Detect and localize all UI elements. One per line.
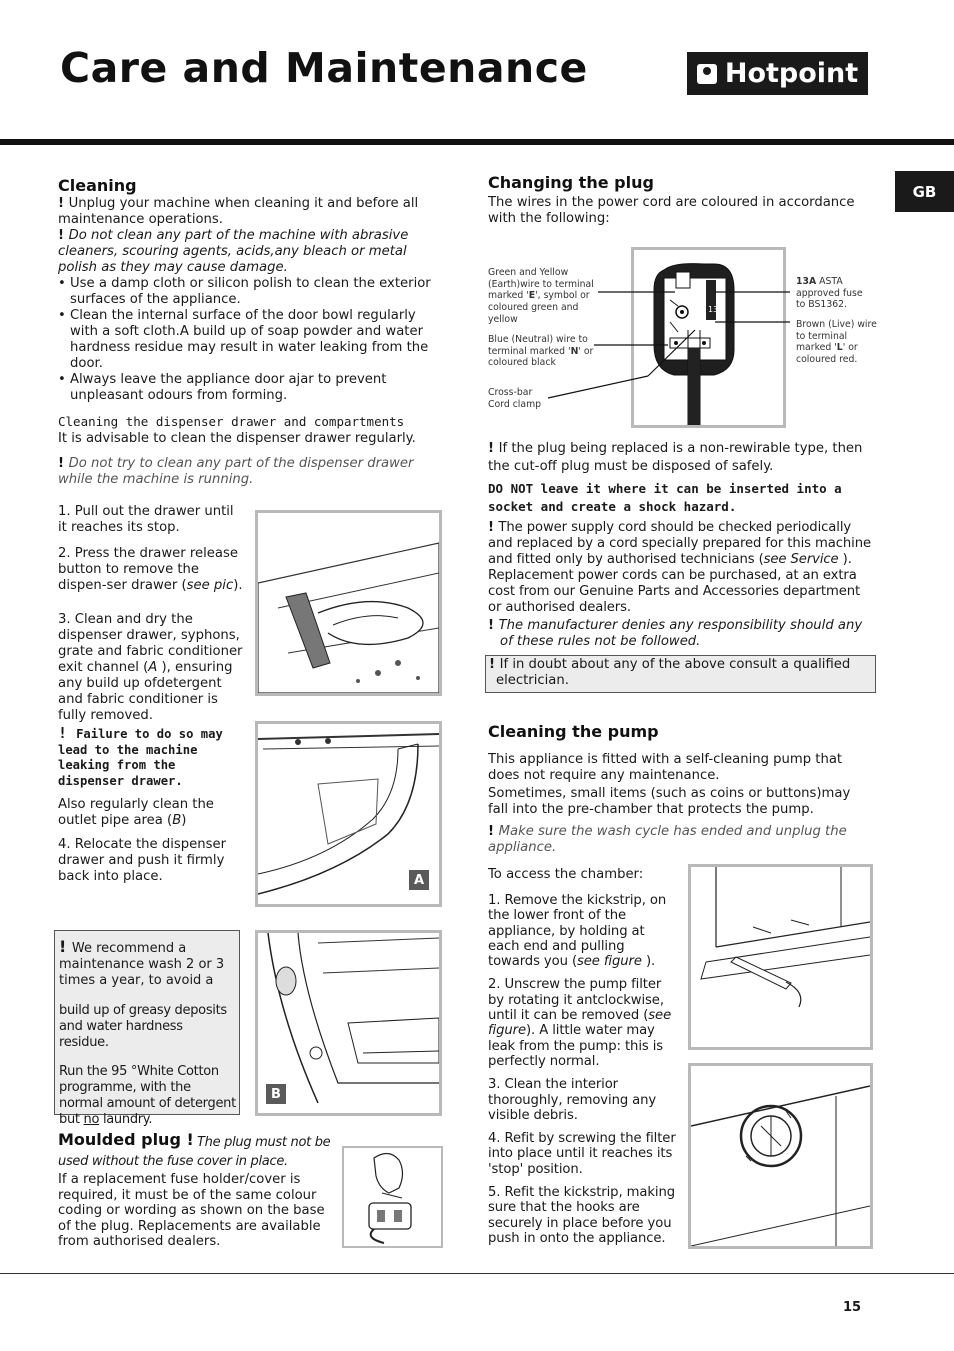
pump-intro: This appliance is fitted with a self-cleaning pump that does not require any maintenance. [488, 752, 843, 783]
pump-step-1: 1. Remove the kickstrip, on the lower front of the appliance, by holding at each end and pulling towards you (see figure ). [488, 893, 667, 970]
pump-intro-2: Sometimes, small items (such as coins or buttons)may fall into the pre-chamber that protects the pump. [488, 786, 851, 817]
pump-step-2: 2. Unscrew the pump filter by rotating it antclockwise, until it can be removed (see figure). A little water may leak from the pump: this is perfectly normal. [488, 977, 672, 1069]
changing-plug-intro: The wires in the power cord are coloured in accordance with the following: [488, 195, 855, 226]
pump-warning: ! Make sure the wash cycle has ended and unplug the appliance. [488, 824, 847, 855]
changing-plug-heading: Changing the plug [488, 173, 654, 192]
pump-step-5: 5. Refit the kickstrip, making sure that the hooks are securely in place before you push in onto the appliance. [488, 1185, 675, 1246]
pump-step-4: 4. Refit by screwing the filter into place until it reaches its 'stop' position. [488, 1131, 676, 1177]
kickstrip-illustration [691, 867, 870, 1047]
list-item: • Clean the internal surface of the door bowl regularly with a soft cloth.A build up of soap powder and water hardness residue may result in water leaking from the door. [58, 308, 429, 371]
pump-step-3: 3. Clean the interior thoroughly, removing any visible debris. [488, 1077, 657, 1123]
kickstrip-figure [688, 864, 873, 1050]
note-line-1: ! We recommend a maintenance wash 2 or 3 times a year, to avoid a [59, 937, 225, 988]
drawer-step-2: 2. Press the drawer release button to remove the dispen-ser drawer (see pic). [58, 546, 243, 593]
pump-filter-illustration [691, 1066, 870, 1246]
drawer-step-3: 3. Clean and dry the dispenser drawer, syphons, grate and fabric conditioner exit channel (A ), ensuring any build up ofdetergent and fabric conditioner is fully removed. [58, 612, 243, 723]
figure-label-a: A [409, 870, 429, 890]
drawer-heading: Cleaning the dispenser drawer and compartments [58, 414, 405, 429]
drawer-step-1: 1. Pull out the drawer until it reaches its stop. [58, 504, 234, 535]
moulded-plug-warning: The plug must not be used without the fuse cover in place. [58, 1135, 331, 1169]
page-number: 15 [843, 1300, 862, 1315]
figure-label-b: B [266, 1084, 286, 1104]
drawer-step-4: 4. Relocate the dispenser drawer and push it firmly back into place. [58, 837, 226, 884]
drawer-warning: ! Do not try to clean any part of the dispenser drawer while the machine is running. [58, 456, 414, 487]
cleaning-heading: Cleaning [58, 176, 137, 195]
pump-heading: Cleaning the pump [488, 722, 659, 741]
pump-filter-figure [688, 1063, 873, 1249]
pump-access: To access the chamber: [488, 867, 644, 882]
moulded-plug-text: If a replacement fuse holder/cover is required, it must be of the same colour coding or wording as shown on the base of the plug. Replacements are available from authorised dealers. [58, 1172, 325, 1249]
language-tab: GB [895, 171, 954, 212]
moulded-plug-heading: Moulded plug ! [58, 1130, 194, 1149]
pump-steps [488, 893, 678, 1246]
power-cord-warning: ! The power supply cord should be checked periodically and replaced by a cord specially prepared for this machine and fitted only by authorised technicians (see Service ). Replacement power cords can be purchased, at an extra cost from our Genuine Parts and Accessories department or authorised dealers. [488, 520, 872, 615]
cleaning-warning-2: ! Do not clean any part of the machine with abrasive cleaners, scouring agents, acids,any bleach or metal polish as they may cause damage. [58, 228, 409, 275]
cleaning-warning-1: ! Unplug your machine when cleaning it and before all maintenance operations. [58, 196, 419, 227]
non-rewirable-warning: ! If the plug being replaced is a non-rewirable type, then the cut-off plug must be disposed of safely. [488, 441, 863, 474]
crossbar-label: Cross-bar Cord clamp [488, 387, 542, 410]
footer-divider [0, 1273, 954, 1274]
list-item: • Always leave the appliance door ajar to prevent unpleasant odours from forming. [58, 372, 387, 403]
neutral-wire-label: Blue (Neutral) wire to terminal marked 'N' or coloured black [488, 334, 594, 369]
list-item: • Use a damp cloth or silicon polish to clean the exterior surfaces of the appliance. [58, 276, 431, 307]
live-wire-label: Brown (Live) wire to terminal marked 'L' or coloured red. [796, 319, 877, 366]
svg-text:13: 13 [708, 305, 719, 314]
electrician-note: ! If in doubt about any of the above consult a qualified electrician. [485, 655, 876, 693]
failure-warning: ! Failure to do so may lead to the machine leaking from the dispenser drawer. [58, 724, 223, 788]
brand-name: Hotpoint [724, 58, 859, 89]
fuse-label: 13A ASTA approved fuse to BS1362. [796, 276, 863, 311]
earth-wire-label: Green and Yellow (Earth)wire to terminal marked 'E', symbol or coloured green and yellow [488, 267, 594, 325]
note-line-3: Run the 95 °White Cotton programme, with the normal amount of detergent but no laundry. [59, 1064, 236, 1127]
drawer-intro: It is advisable to clean the dispenser drawer regularly. [58, 431, 416, 446]
page-title: Care and Maintenance [60, 44, 588, 92]
note-line-2: build up of greasy deposits and water hardness residue. [59, 1003, 227, 1050]
outlet-text: Also regularly clean the outlet pipe area (B) [58, 797, 214, 828]
responsibility-warning: ! The manufacturer denies any responsibility should any of these rules not be followed. [488, 618, 863, 649]
shock-hazard-warning: DO NOT leave it where it can be inserted into a socket and create a shock hazard. [488, 481, 842, 514]
